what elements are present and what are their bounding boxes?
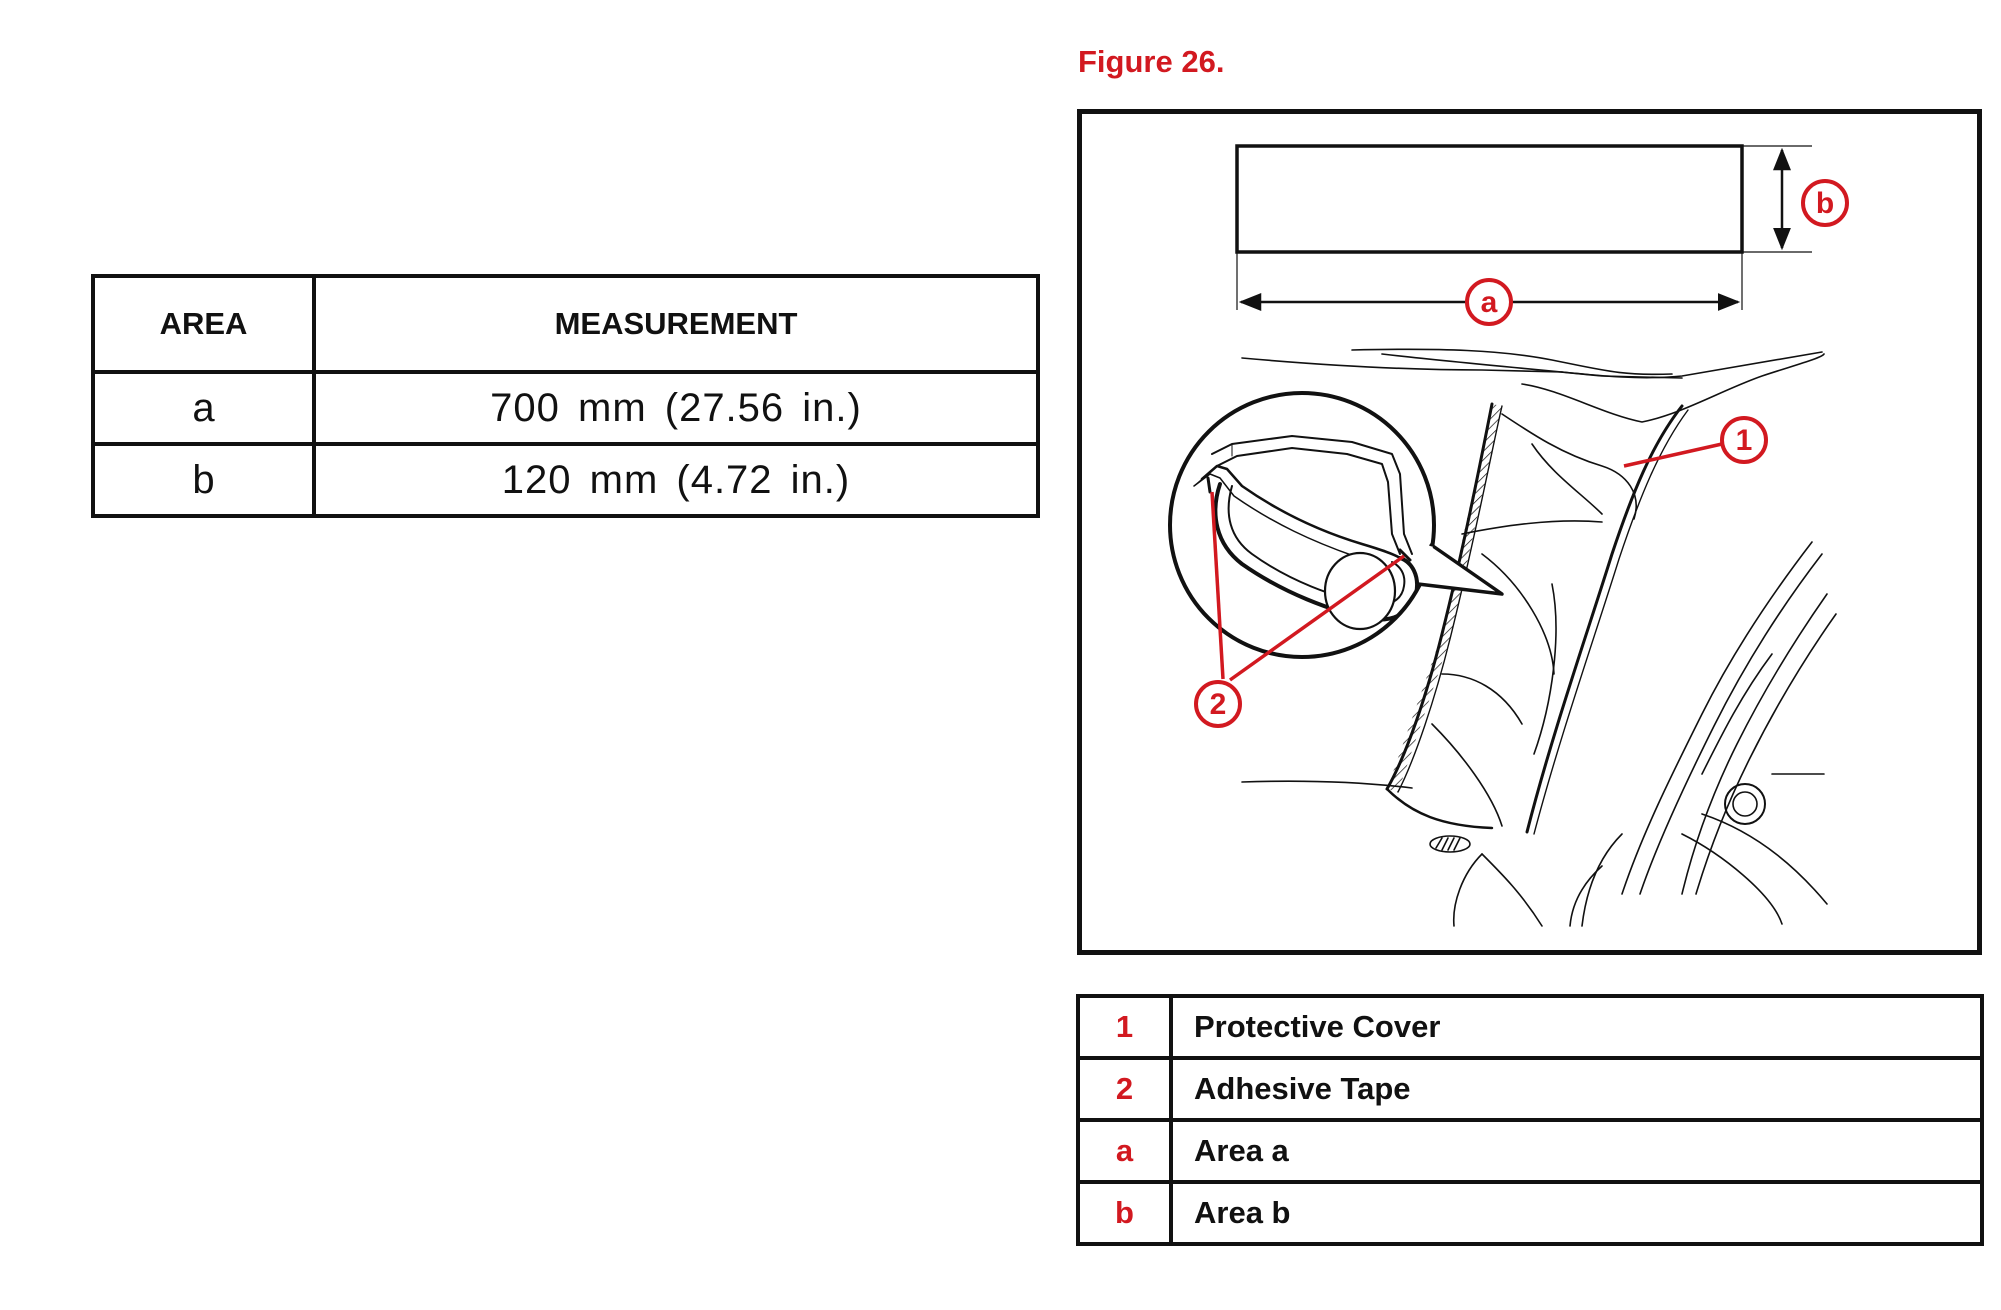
dimension-a: [1237, 252, 1742, 324]
callout-1-label: 1: [1735, 424, 1753, 457]
installation-diagram: [1082, 114, 1977, 950]
legend-label: Area a: [1171, 1120, 1982, 1182]
legend-table: [1076, 994, 1984, 1246]
measurement-cell: 700 mm (27.56 in.): [314, 372, 1038, 444]
table-row: [93, 372, 1038, 444]
legend-key: 2: [1078, 1058, 1171, 1120]
area-cell: a: [93, 372, 314, 444]
measurement-cell: 120 mm (4.72 in.): [314, 444, 1038, 516]
table-row: [1078, 1058, 1982, 1120]
legend-label: Adhesive Tape: [1171, 1058, 1982, 1120]
legend-key: 1: [1078, 996, 1171, 1058]
legend-label: Area b: [1171, 1182, 1982, 1244]
figure-frame: [1077, 109, 1982, 955]
callout-a-label: a: [1480, 286, 1498, 319]
area-header: AREA: [93, 276, 314, 372]
callout-2-label: 2: [1209, 688, 1227, 721]
table-row: [1078, 996, 1982, 1058]
table-row: [93, 444, 1038, 516]
measurement-table: [91, 274, 1040, 518]
table-row: [1078, 1120, 1982, 1182]
legend-key: b: [1078, 1182, 1171, 1244]
area-cell: b: [93, 444, 314, 516]
legend-label: Protective Cover: [1171, 996, 1982, 1058]
cover-template-rect: [1237, 146, 1742, 252]
legend-key: a: [1078, 1120, 1171, 1182]
figure-caption: Figure 26.: [1078, 44, 1225, 79]
callout-1: [1624, 418, 1766, 466]
table-row: [1078, 1182, 1982, 1244]
measurement-header: MEASUREMENT: [314, 276, 1038, 372]
dimension-b: [1742, 146, 1847, 252]
measurement-table-header: [93, 276, 1038, 372]
callout-b-label: b: [1815, 187, 1835, 220]
